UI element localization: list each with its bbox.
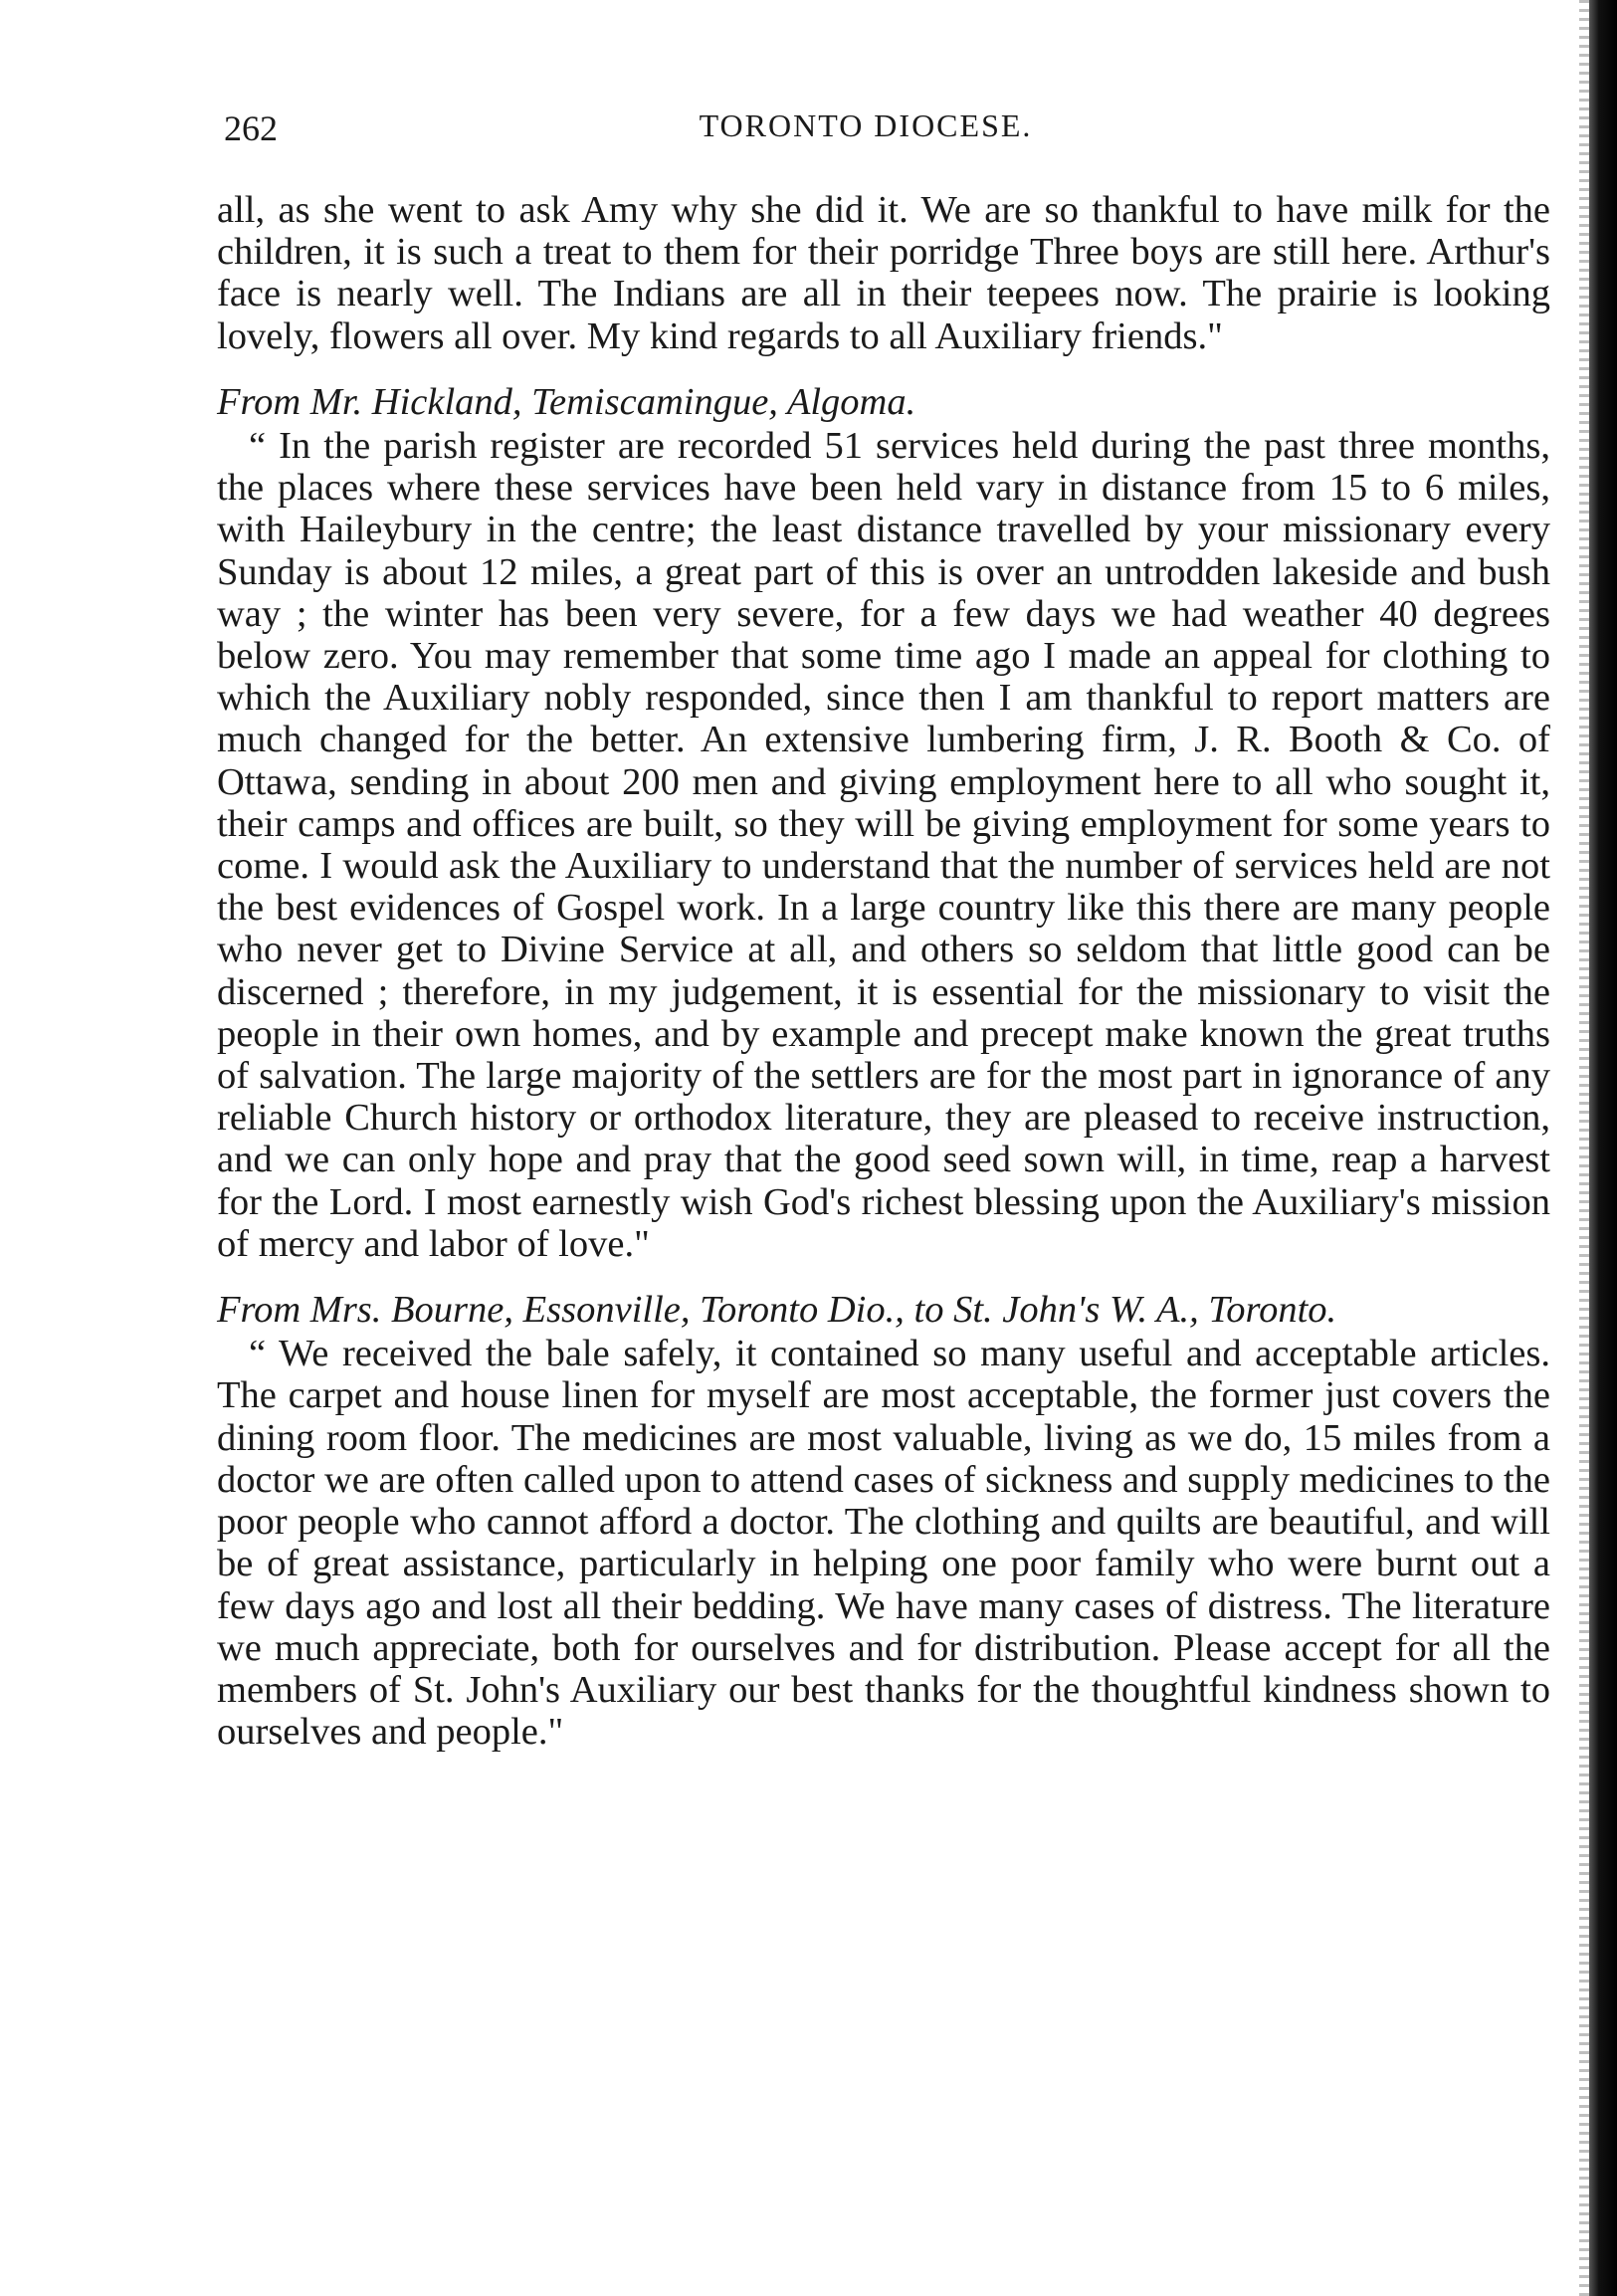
letter-bourne-paragraph: “ We received the bale safely, it contained so many useful and acceptable articles. The carpet and house linen for myself are most acceptable, the former just covers the dining room floor. The medicines are most valuable, living as we do, 15 miles from a doctor we are often called upon to attend cases of sickness and supply medicines to the poor people who cannot afford a doctor. The clothing and quilts are beautiful, and will be of great assistance, particularly in helping one poor family who were burnt out a few days ago and lost all their bedding. We have many cases of distress. The literature we much appreciate, both for ourselves and for distribution. Please accept for all the members of St. John's Auxiliary our best thanks for the thoughtful kindness shown to ourselves and people." [217,1333,1550,1754]
running-title: TORONTO DIOCESE. [699,107,1033,143]
letter-source-hickland: From Mr. Hickland, Temiscamingue, Algoma. [217,380,916,423]
page-number: 262 [224,108,278,148]
binding-edge-shadow [1589,0,1617,2296]
letter-hickland-paragraph: “ In the parish register are recorded 51 services held during the past three months, the places where these services have been held vary in distance from 15 to 6 miles, with Haileybury in the centre; the least distance travelled by your missionary every Sunday is about 12 miles, a great part of this is over an untrodden lakeside and bush way ; the winter has been very severe, for a few days we had weather 40 degrees below zero. You may remember that some time ago I made an appeal for clothing to which the Auxiliary nobly responded, since then I am thankful to report matters are much changed for the better. An extensive lumbering firm, J. R. Booth & Co. of Ottawa, sending in about 200 men and giving employment here to all who sought it, their camps and offices are built, so they will be giving employment for some years to come. I would ask the Auxiliary to understand that the number of services held are not the best evidences of Gospel work. In a large country like this there are many people who never get to Divine Service at all, and others so seldom that little good can be discerned ; therefore, in my judgement, it is essential for the missionary to visit the people in their own homes, and by example and precept make known the great truths of salvation. The large majority of the settlers are for the most part in ignorance of any reliable Church history or orthodox literature, they are pleased to receive instruction, and we can only hope and pray that the good seed sown will, in time, reap a harvest for the Lord. I most earnestly wish God's richest blessing upon the Auxiliary's mission of mercy and labor of love." [217,425,1550,1265]
letter-continuation-paragraph: all, as she went to ask Amy why she did it. We are so thankful to have milk for the children, it is such a treat to them for their porridge Three boys are still here. Arthur's face is nearly well. The Indians are all in their teepees now. The prairie is looking lovely, flowers all over. My kind regards to all Auxiliary friends." [217,189,1550,357]
page-body [217,189,1550,1753]
page-header [224,107,1508,153]
letter-source-bourne: From Mrs. Bourne, Essonville, Toronto Dio., to St. John's W. A., Toronto. [217,1289,1337,1332]
